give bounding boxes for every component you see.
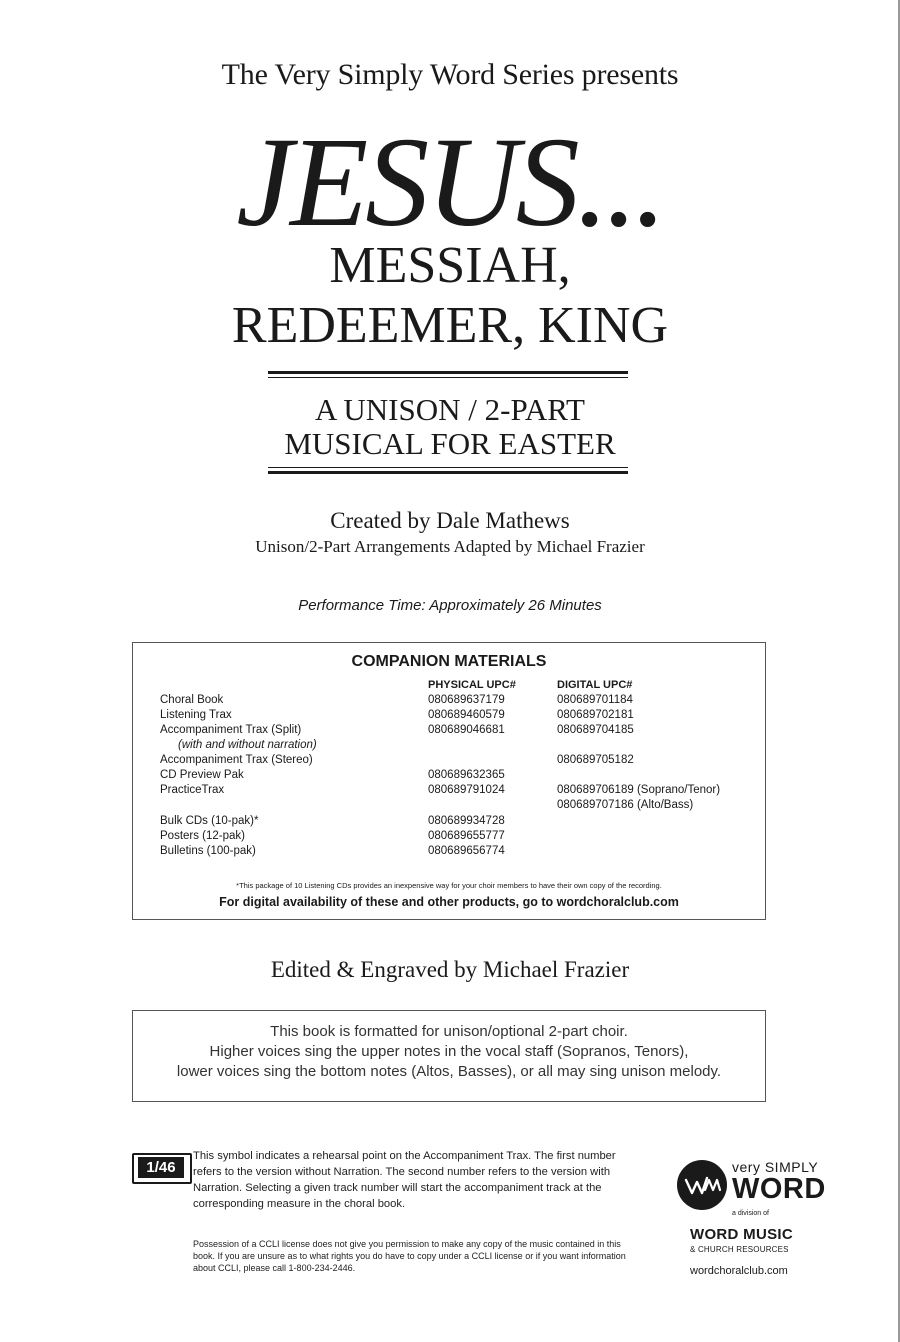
- table-row: Bulk CDs (10-pak)* 080689934728: [160, 815, 505, 827]
- digital-availability-note: For digital availability of these and other products, go to wordchoralclub.com: [219, 895, 679, 909]
- table-row: PracticeTrax 080689791024 080689706189 (Soprano/Tenor): [160, 784, 721, 796]
- col-digital-header: DIGITAL UPC#: [557, 679, 633, 691]
- logo-very-simply: very SIMPLY: [732, 1159, 819, 1175]
- table-row: Listening Trax 080689460579 080689702181: [160, 709, 634, 721]
- table-row: Choral Book 080689637179 080689701184: [160, 694, 633, 706]
- table-row: CD Preview Pak 080689632365: [160, 769, 505, 781]
- companion-title: COMPANION MATERIALS: [351, 653, 547, 670]
- divider-bottom: [268, 467, 628, 474]
- format-line-2: Higher voices sing the upper notes in the vocal staff (Sopranos, Tenors),: [209, 1043, 689, 1060]
- performance-time: Performance Time: Approximately 26 Minutes: [298, 597, 602, 614]
- divider-top: [268, 371, 628, 378]
- logo-word-music: WORD MUSIC: [690, 1226, 793, 1243]
- footnote: *This package of 10 Listening CDs provides an inexpensive way for your choir members to have their own copy of the recording.: [236, 881, 662, 890]
- table-row: Accompaniment Trax (Split) 080689046681 080689704185: [160, 724, 634, 736]
- logo-division: a division of: [732, 1210, 769, 1217]
- vsw-logo-icon: [677, 1160, 727, 1210]
- title-line-2: MESSIAH,: [329, 237, 571, 294]
- logo-word: WORD: [732, 1173, 826, 1205]
- series-line: The Very Simply Word Series presents: [221, 58, 679, 91]
- subtitle-line-2: MUSICAL FOR EASTER: [284, 426, 616, 461]
- title-line-3: REDEEMER, KING: [231, 297, 669, 354]
- table-row: (with and without narration): [178, 739, 317, 751]
- created-by: Created by Dale Mathews: [330, 508, 570, 533]
- title-main: JESUS...: [236, 111, 664, 253]
- table-row: Bulletins (100-pak) 080689656774: [160, 845, 505, 857]
- ccli-notice: Possession of a CCLI license does not give you permission to make any copy of the music contained in this book. If you are unsure as to what rights you do have to copy under a CCLI license or if you want information about CCLI, please call 1-800-234-2446.: [193, 1239, 626, 1273]
- publisher-logo: [672, 1155, 832, 1285]
- table-row: 080689707186 (Alto/Bass): [557, 799, 694, 811]
- table-row: Accompaniment Trax (Stereo) 080689705182: [160, 754, 634, 766]
- format-line-1: This book is formatted for unison/optional 2-part choir.: [270, 1023, 628, 1040]
- subtitle-line-1: A UNISON / 2-PART: [314, 392, 585, 427]
- format-note-box: [132, 1010, 766, 1102]
- website-url: wordchoralclub.com: [690, 1265, 788, 1277]
- companion-materials-box: [132, 642, 766, 920]
- table-row: Posters (12-pak) 080689655777: [160, 830, 505, 842]
- adapted-by: Unison/2-Part Arrangements Adapted by Michael Frazier: [255, 537, 645, 556]
- edited-by: Edited & Engraved by Michael Frazier: [270, 957, 630, 982]
- format-line-3: lower voices sing the bottom notes (Altos, Basses), or all may sing unison melody.: [176, 1063, 722, 1080]
- col-physical-header: PHYSICAL UPC#: [428, 679, 516, 691]
- rehearsal-badge: 1/46: [132, 1153, 192, 1184]
- logo-church-resources: & CHURCH RESOURCES: [690, 1245, 789, 1254]
- rehearsal-explanation: This symbol indicates a rehearsal point on the Accompaniment Trax. The first number refers to the version without Narration. The second number refers to the version with Narration. Selecting a given track number will start the accompaniment track at the corresponding measure in the choral book.: [193, 1150, 616, 1210]
